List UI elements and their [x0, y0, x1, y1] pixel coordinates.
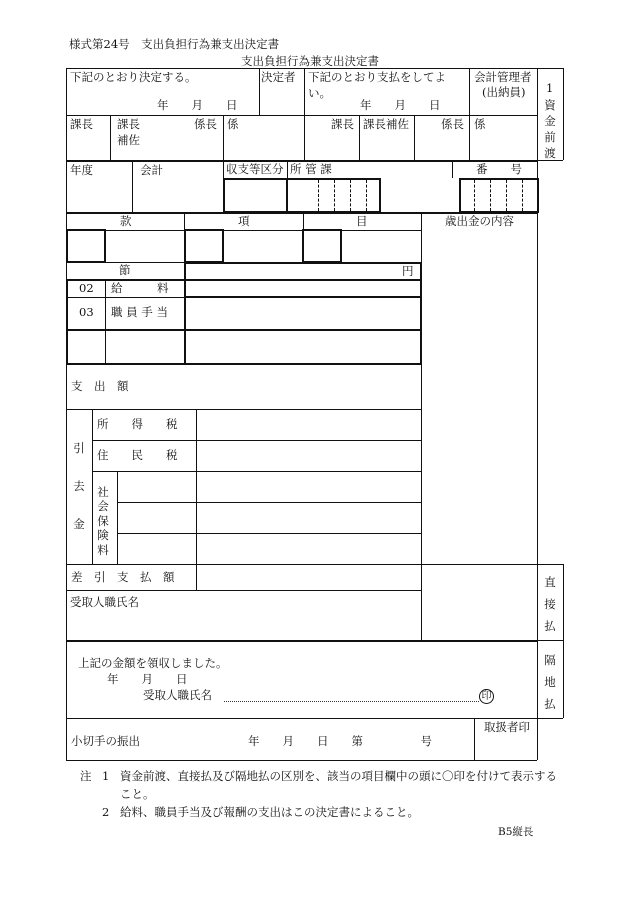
revenue-box [223, 178, 288, 213]
seal-icon: 印 [479, 689, 494, 704]
v-setsu-name [184, 279, 186, 364]
v-decider-left [259, 68, 260, 115]
note-2-text: 給料、職員手当及び報酬の支出はこの決定書によること。 [120, 805, 419, 819]
setsu-code: 02 [79, 281, 94, 295]
num-div-2 [490, 180, 491, 211]
v-stamp-2 [223, 115, 224, 160]
v-stamp-4 [414, 115, 415, 160]
v-social [117, 471, 118, 564]
separate-payment-label: 隔地払 [544, 653, 556, 711]
payment-date: 年 月 日 [360, 98, 441, 112]
dept-div-4 [366, 180, 367, 211]
expenditure-label: 支 出 額 [71, 379, 129, 393]
net-bottom [66, 590, 421, 591]
net-payment-label: 差 引 支 払 額 [71, 570, 175, 584]
decision-text: 下記のとおり決定する。 [70, 70, 197, 84]
v-setsu-code [105, 279, 106, 364]
income-tax-label: 所 得 税 [97, 417, 178, 431]
recipient-dotted-line [224, 701, 479, 702]
expenditure-bottom [66, 409, 421, 410]
check-label: 小切手の振出 [71, 734, 140, 748]
deduction-row-2 [92, 471, 421, 472]
deduction-bottom [66, 564, 537, 565]
kan-label: 款 [120, 214, 132, 228]
accounting-manager-sub: (出納員) [482, 85, 526, 99]
social-insurance-label: 社会保険料 [97, 485, 109, 557]
stamp-subsection-chief-2: 係長 [441, 117, 464, 131]
stamp-chief: 課長 [70, 117, 93, 131]
kou-box [184, 229, 224, 263]
note-1-number: 1 [102, 769, 110, 783]
number-box [459, 178, 539, 213]
direct-payment-label: 直接払 [544, 575, 556, 633]
moku-box [302, 229, 342, 263]
decision-date: 年 月 日 [157, 98, 238, 112]
frame-right [537, 68, 538, 760]
side-top [537, 68, 563, 69]
side-mid-2 [537, 640, 563, 641]
dept-div-2 [334, 180, 335, 211]
top-row-divider [66, 115, 537, 116]
frame-top [66, 68, 537, 69]
department-label: 所 管 課 [290, 162, 332, 176]
dept-div-1 [318, 180, 319, 211]
kan-header-bottom [66, 230, 421, 231]
fiscal-year-label: 年度 [70, 163, 93, 177]
frame-bottom [66, 760, 537, 761]
v-year [132, 160, 133, 212]
setsu-row-2 [66, 329, 421, 331]
receipt-recipient-label: 受取人職氏名 [143, 688, 212, 702]
stamp-deputy-chief: 課長補佐 [117, 117, 140, 147]
side-right-bottom [563, 564, 564, 718]
stamp-chief-2: 課長 [331, 117, 354, 131]
v-decider-right [304, 68, 305, 160]
setsu-code: 03 [79, 305, 94, 319]
note-2-number: 2 [102, 805, 110, 819]
receipt-top [66, 640, 537, 642]
advance-label: 資金前渡 [544, 98, 556, 160]
stamp-staff-2: 係 [474, 117, 486, 131]
number-label: 番 号 [476, 162, 522, 176]
v-stamp-3 [359, 115, 360, 160]
social-row-1 [117, 502, 421, 503]
side-top-2 [537, 564, 563, 565]
setsu-name: 職 員 手 当 [111, 305, 168, 319]
setsu-name: 給 料 [111, 281, 169, 295]
form-title: 支出負担行為兼支出決定書 [241, 54, 379, 68]
deduction-row-1 [92, 440, 421, 441]
social-row-2 [117, 533, 421, 534]
num-div-4 [522, 180, 523, 211]
kou-label: 項 [238, 214, 250, 228]
receipt-text: 上記の金額を領収しました。 [78, 656, 228, 670]
v-revenue [287, 160, 288, 178]
num-div-3 [506, 180, 507, 211]
resident-tax-label: 住 民 税 [97, 448, 178, 462]
setsu-label: 節 [119, 263, 131, 277]
side-bottom-2 [537, 718, 563, 719]
v-deduction [92, 409, 93, 564]
v-handler [474, 718, 475, 760]
handler-seal-label: 取扱者印 [484, 720, 530, 734]
accounting-manager: 会計管理者 [474, 70, 532, 84]
stamp-deputy-chief-2: 課長補佐 [363, 117, 409, 131]
revenue-category-label: 収支等区分 [226, 162, 284, 176]
decider-label: 決定者 [261, 70, 296, 84]
num-div-1 [474, 180, 475, 211]
receipt-date: 年 月 日 [107, 672, 188, 686]
recipient-label: 受取人職氏名 [70, 595, 139, 609]
payment-text: 下記のとおり支払をしてよい。 [308, 70, 446, 100]
v-acct-left [469, 68, 470, 160]
form-number: 様式第24号 支出負担行為兼支出決定書 [69, 37, 280, 51]
v-account [223, 160, 224, 178]
account-label: 会計 [140, 163, 163, 177]
moku-label: 目 [356, 214, 368, 228]
deduction-label: 引去金 [73, 441, 85, 531]
frame-left [66, 68, 67, 760]
kan-box [66, 229, 106, 263]
expenditure-content-label: 歳出金の内容 [445, 214, 514, 228]
v-dept [452, 160, 453, 178]
check-top [66, 718, 537, 719]
stamp-staff: 係 [227, 117, 239, 131]
check-date-number: 年 月 日 第 号 [248, 734, 432, 748]
yen-label: 円 [402, 264, 414, 278]
paper-size-label: B5縦長 [498, 826, 534, 838]
advance-number: 1 [546, 81, 554, 95]
dept-div-3 [350, 180, 351, 211]
note-1-line-2: こと。 [120, 787, 155, 801]
note-1-line-1: 資金前渡、直接払及び隔地払の区別を、該当の項目欄中の頭に〇印を付けて表示する [120, 769, 557, 783]
setsu-row-1 [66, 297, 421, 298]
v-stamp-1 [110, 115, 111, 160]
side-right-top [563, 68, 564, 160]
note-label: 注 [80, 769, 92, 783]
v-deduction-amount [196, 409, 197, 590]
stamp-subsection-chief: 係長 [194, 117, 217, 131]
